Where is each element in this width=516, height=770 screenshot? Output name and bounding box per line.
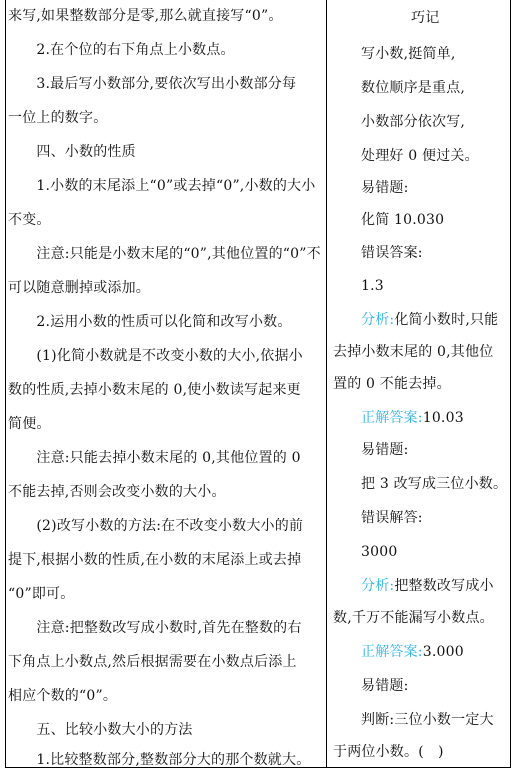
text-line: 相应个数的“0”。 bbox=[8, 688, 118, 704]
text-line: 注意:只能是小数末尾的“0”,其他位置的“0”不 bbox=[8, 246, 321, 262]
text-line: (2)改写小数的方法:在不改变小数大小的前 bbox=[8, 518, 304, 534]
analysis-line: 数,千万不能漏写小数点。 bbox=[333, 610, 494, 626]
text-line: “0”即可。 bbox=[8, 586, 75, 602]
wrong-answer-label: 错误答案: bbox=[361, 245, 423, 261]
text-line: 1.小数的末尾添上“0”或去掉“0”,小数的大小 bbox=[8, 178, 316, 194]
correct-answer-label: 正解答案: bbox=[361, 644, 423, 660]
question-text: 判断:三位小数一定大 bbox=[361, 712, 494, 728]
text-line: (1)化简小数就是不改变小数的大小,依据小 bbox=[8, 348, 303, 364]
section-heading: 四、小数的性质 bbox=[8, 144, 136, 160]
analysis-text: 化简小数时,只能 bbox=[394, 312, 499, 328]
section-heading: 五、比较小数大小的方法 bbox=[8, 722, 193, 738]
text-line: 不变。 bbox=[8, 212, 51, 228]
analysis-text: 把整数改写成小 bbox=[394, 578, 494, 594]
rhyme-line: 处理好 0 便过关。 bbox=[361, 148, 479, 164]
text-line: 2.运用小数的性质可以化简和改写小数。 bbox=[8, 314, 292, 330]
wrong-answer: 1.3 bbox=[361, 278, 384, 294]
question-text: 化简 10.030 bbox=[361, 212, 445, 228]
analysis-line: 去掉小数末尾的 0,其他位 bbox=[333, 344, 494, 360]
text-line: 3.最后写小数部分,要依次写出小数部分每 bbox=[8, 76, 297, 92]
text-line: 一位上的数字。 bbox=[8, 110, 108, 126]
text-line: 数的性质,去掉小数末尾的 0,使小数读写起来更 bbox=[8, 382, 301, 398]
analysis-line bbox=[361, 310, 498, 330]
rhyme-line: 写小数,挺简单, bbox=[361, 46, 456, 62]
text-line: 2.在个位的右下角点上小数点。 bbox=[8, 42, 235, 58]
correct-answer: 10.03 bbox=[422, 410, 464, 426]
text-line: 注意:把整数改写成小数时,首先在整数的右 bbox=[8, 620, 302, 636]
rhyme-line: 数位顺序是重点, bbox=[361, 80, 466, 96]
error-prone-label: 易错题: bbox=[361, 180, 409, 196]
text-line: 1.比较整数部分,整数部分大的那个数就大。 bbox=[8, 752, 311, 768]
correct-answer-label: 正解答案: bbox=[361, 410, 423, 426]
error-prone-label: 易错题: bbox=[361, 678, 409, 694]
question-text: 于两位小数。( ) bbox=[333, 744, 444, 760]
text-line: 不能去掉,否则会改变小数的大小。 bbox=[8, 484, 226, 500]
analysis-line: 置的 0 不能去掉。 bbox=[333, 376, 451, 392]
text-line: 来写,如果整数部分是零,那么就直接写“0”。 bbox=[8, 8, 283, 24]
wrong-answer-label: 错误解答: bbox=[361, 510, 423, 526]
text-line: 提下,根据小数的性质,在小数的末尾添上或去掉 bbox=[8, 552, 302, 568]
wrong-answer: 3000 bbox=[361, 544, 398, 560]
correct-answer: 3.000 bbox=[422, 644, 464, 660]
correct-answer-line bbox=[361, 642, 464, 662]
text-line: 简便。 bbox=[8, 416, 51, 432]
text-line: 注意:只能去掉小数末尾的 0,其他位置的 0 bbox=[8, 450, 301, 466]
analysis-line bbox=[361, 576, 494, 596]
rhyme-line: 小数部分依次写, bbox=[361, 114, 466, 130]
text-line: 可以随意删掉或添加。 bbox=[8, 280, 150, 296]
column-divider bbox=[326, 0, 327, 768]
analysis-label: 分析: bbox=[361, 578, 395, 594]
error-prone-label: 易错题: bbox=[361, 442, 409, 458]
correct-answer-line bbox=[361, 408, 464, 428]
question-text: 把 3 改写成三位小数。 bbox=[361, 476, 508, 492]
tip-title: 巧记 bbox=[411, 10, 440, 26]
text-line: 下角点上小数点,然后根据需要在小数点后添上 bbox=[8, 654, 297, 670]
analysis-label: 分析: bbox=[361, 312, 395, 328]
